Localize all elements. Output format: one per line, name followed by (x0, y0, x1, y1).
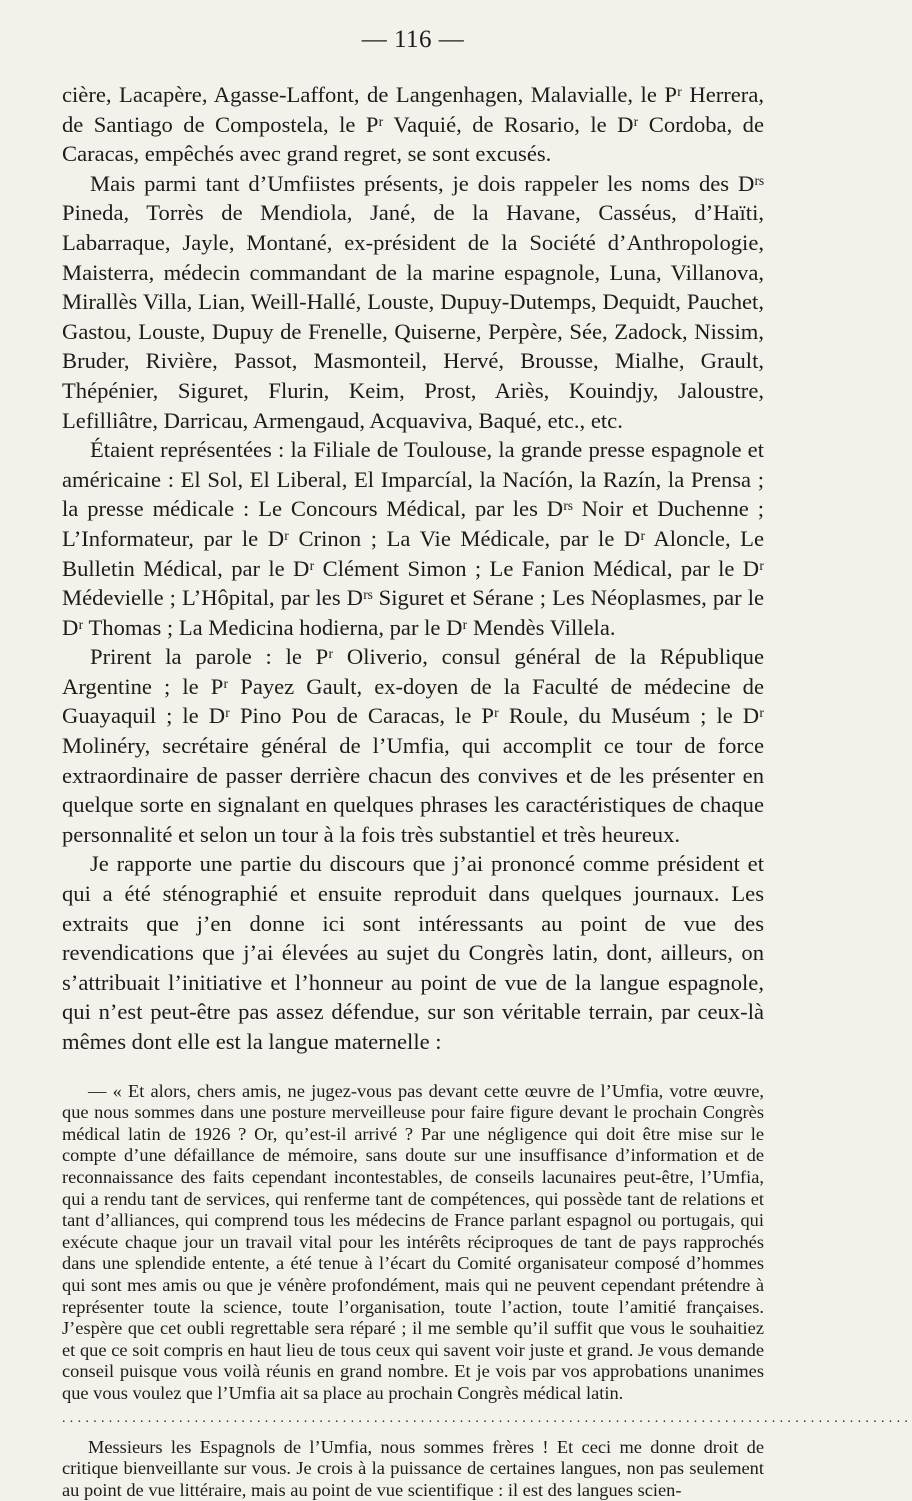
ellipsis-separator: ............................................................................................................. (62, 1411, 764, 1427)
continued-speech (62, 1437, 764, 1501)
paragraph-present-members: Mais parmi tant d’Umfiistes présents, je dois rappeler les noms des Dʳˢ Pineda, Torrès de Mendiola, Jané, de la Havane, Casséus, d’Haïti, Labarraque, Jayle, Montané, ex-président de la Société d’Anthropologie, Maisterra, médecin commandant de la marine espagnole, Luna, Villanova, Mirallès Villa, Lian, Weill-Hallé, Louste, Dupuy-Dutemps, Dequidt, Pauchet, Gastou, Louste, Dupuy de Frenelle, Quiserne, Perpère, Sée, Zadock, Nissim, Bruder, Rivière, Passot, Masmonteil, Hervé, Brousse, Mialhe, Grault, Thépénier, Siguret, Flurin, Keim, Prost, Ariès, Kouindjy, Jaloustre, Lefilliâtre, Darricau, Armengaud, Acquaviva, Baqué, etc., etc. (62, 169, 764, 435)
page-number: — 116 — (62, 26, 764, 54)
paragraph-represented-press: Étaient représentées : la Filiale de Toulouse, la grande presse espagnole et américaine : El Sol, El Liberal, El Imparcíal, la Nacíón, la Razín, la Prensa ; la presse médicale : Le Concours Médical, par les Dʳˢ Noir et Duchenne ; L’Informateur, par le Dʳ Crinon ; La Vie Médicale, par le Dʳ Aloncle, Le Bulletin Médical, par le Dʳ Clément Simon ; Le Fanion Médical, par le Dʳ Médevielle ; L’Hôpital, par les Dʳˢ Siguret et Sérane ; Les Néoplasmes, par le Dʳ Thomas ; La Medicina hodierna, par le Dʳ Mendès Villela. (62, 435, 764, 642)
speech-quote (62, 1081, 764, 1405)
quote-paragraph: — « Et alors, chers amis, ne jugez-vous pas devant cette œuvre de l’Umfia, votre œuvre, que nous sommes dans une posture merveilleuse pour faire figure devant le prochain Congrès médical latin de 1926 ? Or, qu’est-il arrivé ? Par une négligence qui doit être mise sur le compte d’une défaillance de mémoire, sans doute sur une insuffisance d’information et de reconnaissance des faits cependant incontestables, de conseils lacunaires peut-être, l’Umfia, qui a rendu tant de services, qui renferme tant de compétences, qui possède tant de relations et tant d’alliances, qui comprend tous les médecins de France parlant espagnol ou portugais, qui exécute chaque jour un travail vital pour les intérêts réciproques de tant de pays rapprochés dans une splendide entente, a été tenue à l’écart du Comité organisateur composé d’hommes qui sont mes amis ou que je vénère profondément, mais qui ne peuvent cependant prétendre à représenter toute la science, toute l’organisation, toute l’action, toute l’amitié françaises. J’espère que cet oubli regrettable sera réparé ; il me semble qu’il suffit que vous le souhaitiez et que ce soit compris en haut lieu de tous ceux qui savent voir juste et grand. Je vous demande conseil puisque vous voilà réunis en grand nombre. Et je vois par vos approbations unanimes que vous voulez que l’Umfia ait sa place au prochain Congrès médical latin. (62, 1081, 764, 1405)
paragraph-excused-list: cière, Lacapère, Agasse-Laffont, de Langenhagen, Malavialle, le Pʳ Herrera, de Santiago de Compostela, le Pʳ Vaquié, de Rosario, le Dʳ Cordoba, de Caracas, empêchés avec grand regret, se sont excusés. (62, 80, 764, 169)
paragraph-speech-intro: Je rapporte une partie du discours que j’ai prononcé comme président et qui a été sténographié et ensuite reproduit dans quelques journaux. Les extraits que j’en donne ici sont intéressants au point de vue des revendications que j’ai élevées au sujet du Congrès latin, dont, ailleurs, on s’attribuait l’initiative et l’honneur au point de vue de la langue espagnole, qui n’est peut-être pas assez défendue, sur son véritable terrain, par ceux-là mêmes dont elle est la langue maternelle : (62, 849, 764, 1056)
paragraph-speakers: Prirent la parole : le Pʳ Oliverio, consul général de la République Argentine ; le Pʳ Payez Gault, ex-doyen de la Faculté de médecine de Guayaquil ; le Dʳ Pino Pou de Caracas, le Pʳ Roule, du Muséum ; le Dʳ Molinéry, secrétaire général de l’Umfia, qui accomplit ce tour de force extraordinaire de passer derrière chacun des convives et de les présenter en quelque sorte en signalant en quelques phrases les caractéristiques de chaque personnalité et selon un tour à la fois très substantiel et très heureux. (62, 642, 764, 849)
final-paragraph: Messieurs les Espagnols de l’Umfia, nous sommes frères ! Et ceci me donne droit de critique bienveillante sur vous. Je crois à la puissance de certaines langues, non pas seulement au point de vue littéraire, mais au point de vue scientifique : il est des langues scien- (62, 1437, 764, 1501)
main-text (62, 80, 764, 1057)
